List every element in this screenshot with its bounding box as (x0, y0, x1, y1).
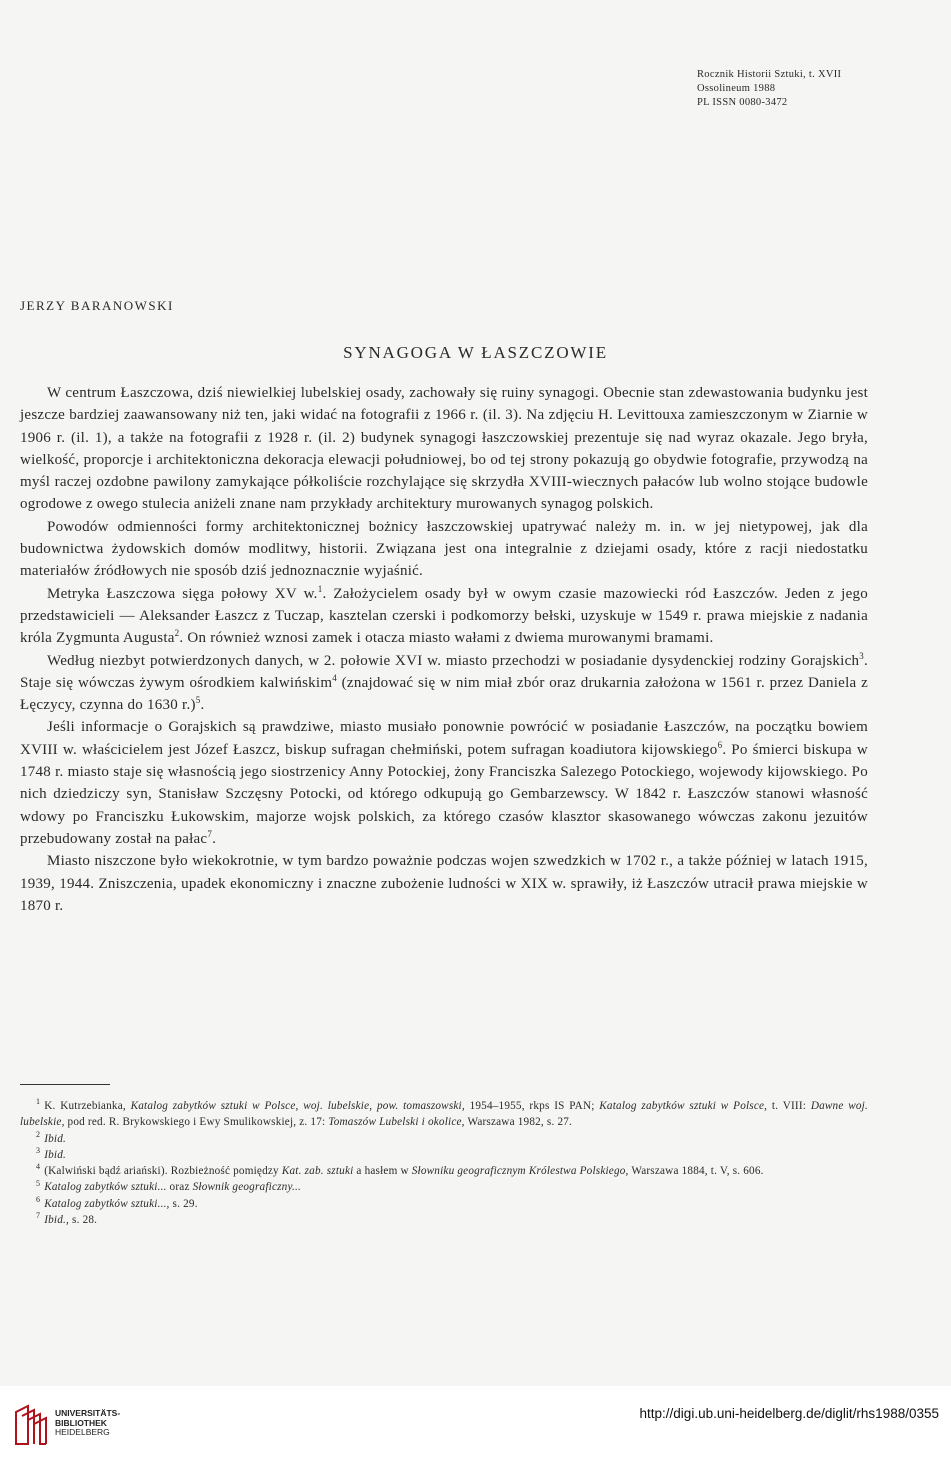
paragraph: Jeśli informacje o Gorajskich są prawdziwe, miasto musiało ponownie powrócić w posiadanie Łaszczów, na początku bowiem XVIII w. właścicielem jest Józef Łaszcz, biskup sufragan chełmiński, potem sufragan koadiutora kijowskiego$^6$. Po śmierci biskupa w 1748 r. miasto staje się własnością jego siostrzenicy Anny Potockiej, żony Franciszka Salezego Potockiego, wojewody kijowskiego. Po nich dziedziczy syn, Stanisław Szczęsny Potocki, od którego odkupują go Gembarzewscy. W 1842 r. Łaszczów stanowi własność wdowy po Franciszku Łukowskim, majorze wojsk polskich, za którego czasów klasztor skasowanego wówczas zakonu jezuitów przebudowany został na pałac$^7$. (20, 719, 868, 847)
footnote: $^6$ Katalog zabytków sztuki..., s. 29. (36, 1195, 198, 1210)
footnote: $^4$ (Kalwiński bądź ariański). Rozbieżność pomiędzy Kat. zab. sztuki a hasłem w Słowniku geograficznym Królestwa Polskiego, Warszawa 1884, t. V, s. 606. (36, 1162, 764, 1178)
footnote-ref[interactable]: 4 (332, 672, 337, 683)
footnote-divider (20, 1084, 110, 1085)
footnote-ref[interactable]: 3 (859, 650, 864, 661)
paragraph: Według niezbyt potwierdzonych danych, w 2. połowie XVI w. miasto przechodzi w posiadanie dysydenckiej rodziny Gorajskich$^3$. Staje się wówczas żywym ośrodkiem kalwińskim$^4$ (znajdować się w nim miał zbór oraz drukarnia założona w 1561 r. przez Daniela z Łęczycy, czynna do 1630 r.)$^5$. (20, 650, 868, 714)
source-url-link[interactable]: http://digi.ub.uni-heidelberg.de/diglit/rhs1988/0355 (639, 1406, 939, 1421)
footnotes (20, 1098, 868, 1228)
library-logo-icon (12, 1402, 50, 1448)
footnote-number: 1 (36, 1097, 41, 1107)
journal-name: Rocznik Historii Sztuki, t. XVII (697, 69, 842, 80)
article-body (20, 382, 868, 917)
publisher: Ossolineum 1988 (697, 83, 776, 94)
footnote-ref[interactable]: 5 (195, 695, 201, 706)
paragraph: W centrum Łaszczowa, dziś niewielkiej lubelskiej osady, zachowały się ruiny synagogi. Obecnie stan zdewastowania budynku jest jeszcze bardziej zaawansowany niż ten, jaki widać na fotografii z 1966 r. (il. 3). Na zdjęciu H. Levittouxa zamieszczonym w Ziarnie w 1906 r. (il. 1), a także na fotografii z 1928 r. (il. 2) budynek synagogi łaszczowskiej prezentuje się nad wyraz okazale. Jego bryła, wielkość, proporcje i architektoniczna dekoracja elewacji południowej, bo od tej strony pokazują go obydwie fotografie, przywodzą na myśl raczej ozdobne pawilony zamykające półkoliście rozchylające się skrzydła XVIII-wiecznych pałaców lub wolno stojące budowle ogrodowe z owego stulecia aniżeli znane nam przykłady architektury murowanych synagog polskich. (20, 385, 868, 513)
footnote-ref[interactable]: 2 (174, 628, 180, 639)
footnote: $^3$ Ibid. (36, 1146, 67, 1161)
footnote: $^5$ Katalog zabytków sztuki... oraz Słownik geograficzny... (36, 1178, 301, 1194)
journal-header (697, 68, 841, 110)
footnote-number: 6 (36, 1195, 41, 1205)
footnote-number: 2 (36, 1129, 41, 1139)
digitization-footer (0, 1386, 951, 1461)
footnote-ref[interactable]: 1 (317, 583, 323, 594)
library-name: UNIVERSITÄTS- BIBLIOTHEK HEIDELBERG (55, 1408, 121, 1437)
author-name: JERZY BARANOWSKI (20, 298, 174, 313)
footnote-number: 5 (36, 1178, 41, 1188)
article-title: SYNAGOGA W ŁASZCZOWIE (343, 343, 608, 362)
footnote-number: 3 (36, 1146, 41, 1156)
paragraph: Powodów odmienności formy architektonicznej bożnicy łaszczowskiej upatrywać należy m. in. w jej nietypowej, jak dla budownictwa żydowskich domów modlitwy, historii. Związana jest ona integralnie z dziejami osady, które z racji niedostatku materiałów źródłowych nie sposób dziś jednoznacznie wyjaśnić. (20, 518, 868, 580)
paragraph: Miasto niszczone było wiekokrotnie, w tym bardzo poważnie podczas wojen szwedzkich w 1702 r., a także później w latach 1915, 1939, 1944. Zniszczenia, upadek ekonomiczny i znaczne zubożenie ludności w XIX w. sprawiły, iż Łaszczów utracił prawa miejskie w 1870 r. (20, 853, 868, 914)
footnote: $^2$ Ibid. (36, 1129, 67, 1145)
footnote-ref[interactable]: 7 (207, 828, 213, 839)
issn: PL ISSN 0080-3472 (697, 97, 788, 108)
footnote: $^1$ K. Kutrzebianka, Katalog zabytków sztuki w Polsce, woj. lubelskie, pow. tomaszowski, 1954–1955, rkps IS PAN; Katalog zabytków sztuki w Polsce, t. VIII: Dawne woj. lubelskie, pod red. R. Brykowskiego i Ewy Smulikowskiej, z. 17: Tomaszów Lubelski i okolice, Warszawa 1982, s. 27. (20, 1097, 868, 1129)
paragraph: Metryka Łaszczowa sięga połowy XV w.$^1$. Założycielem osady był w owym czasie mazowiecki ród Łaszczów. Jeden z jego przedstawicieli — Aleksander Łaszcz z Tuczap, kasztelan czerski i podkomorzy bełski, uzyskuje w 1549 r. prawa miejskie z nadania króla Zygmunta Augusta$^2$. On również wznosi zamek i otacza miasto wałami z dwiema murowanymi bramami. (20, 583, 868, 647)
footnote-number: 7 (36, 1211, 41, 1221)
footnote-number: 4 (36, 1162, 41, 1172)
footnote: $^7$ Ibid., s. 28. (36, 1211, 98, 1227)
footnote-ref[interactable]: 6 (717, 739, 723, 750)
